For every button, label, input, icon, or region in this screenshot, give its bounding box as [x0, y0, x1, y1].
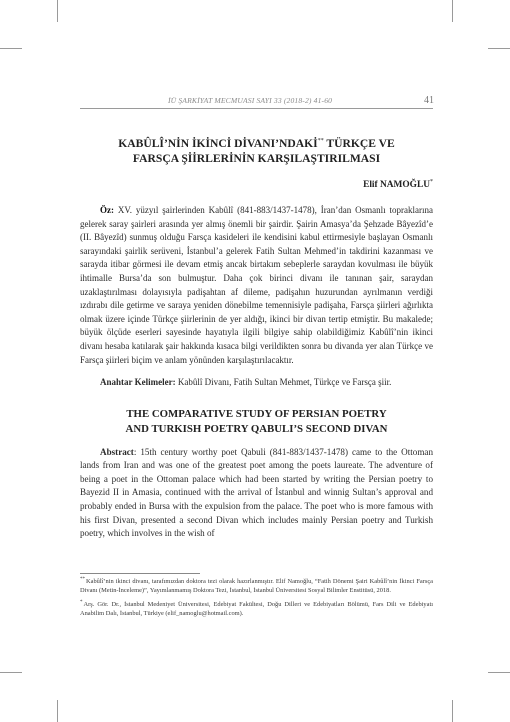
abstract-en-label: Abstract	[100, 446, 134, 457]
abstract-en-text: : 15th century worthy poet Qabuli (841-883/1437-1478) came to the Ottoman lands from Iran and was one of the greatest poet among the poets laureate. The adventure of being a poet in the Ottoman palace which had been started by writing the Persian poetry to Bayezid II in Amasia, continued with the arrival of İstanbul and winnig Sultan’s approval and probably ended in Bursa with the expulsion from the palace. The poet who is more famous with his first Divan, presented a second Divan which includes mainly Persian poetry and Turkish poetry, which involves in the wish of	[80, 446, 433, 539]
article-title	[80, 134, 433, 166]
footnote-text: Arş. Gör. Dr., İstanbul Medeniyet Üniversitesi, Edebiyat Fakültesi, Doğu Dilleri ve Edebiyatları Bölümü, Fars Dili ve Edebiyatı Anabilim Dalı, İstanbul, Türkiye (elif_namoglu@hotmail.com).	[80, 601, 433, 617]
article-body	[80, 134, 433, 550]
abstract-en	[80, 446, 433, 541]
english-title	[80, 407, 433, 437]
footnote-mark: **	[80, 577, 85, 582]
journal-name: İÜ ŞARKİYAT MECMUASI SAYI 33 (2018-2) 41-60	[168, 96, 333, 105]
footnote	[80, 576, 433, 596]
keywords-tr-text: Kabûlî Divanı, Fatih Sultan Mehmet, Türkçe ve Farsça şiir.	[177, 377, 392, 388]
author	[80, 179, 433, 190]
author-footnote-mark: *	[430, 178, 433, 185]
abstract-tr	[80, 204, 433, 367]
english-title-line-2: AND TURKISH POETRY QABULI’S SECOND DIVAN	[125, 422, 388, 435]
footnote-mark: *	[80, 599, 83, 605]
title-line-1: KABÛLÎ’NİN İKİNCİ DİVANI’NDAKİ	[118, 136, 318, 150]
keywords-tr	[80, 376, 433, 390]
title-line-1-end: TÜRKÇE VE	[323, 136, 395, 150]
keywords-tr-label: Anahtar Kelimeler:	[100, 377, 176, 388]
crop-mark	[57, 700, 58, 722]
footnote	[80, 599, 433, 619]
english-title-line-1: THE COMPARATIVE STUDY OF PERSIAN POETRY	[126, 407, 387, 420]
footnotes	[80, 576, 433, 622]
title-footnote-mark: **	[317, 138, 324, 144]
footnote-rule	[80, 573, 200, 574]
crop-mark	[488, 672, 510, 673]
author-name: Elif NAMOĞLU	[363, 179, 430, 190]
crop-mark	[57, 0, 58, 22]
crop-mark	[0, 48, 22, 49]
crop-mark	[0, 672, 22, 673]
crop-mark	[452, 700, 453, 722]
footnote-text: Kabûlî’nin ikinci divanı, tarafımızdan doktora tezi olarak hazırlanmıştır. Elif Namoğlu, “Fatih Dönemi Şairi Kabûlî’nin İkinci Farsça Divanı (Metin-İnceleme)”, Yayımlanmamış Doktora Tezi, İstanbul, İstanbul Üniversitesi Sosyal Bilimler Enstitüsü, 2018.	[80, 578, 433, 595]
page-number: 41	[424, 95, 434, 106]
header-rule	[80, 108, 433, 109]
crop-mark	[452, 0, 453, 22]
abstract-tr-text: XV. yüzyıl şairlerinden Kabûlî (841-883/1437-1478), İran’dan Osmanlı topraklarına gelerek saray şairleri arasında yer almış önemli bir şairdir. Şairin Amasya’da Şehzade Bâyezîd’e (II. Bâyezîd) sunmuş olduğu Farsça kasideleri ile kendisini kabul ettirmesiyle başlayan Osmanlı sarayındaki şairlik serüveni, İstanbul’a gelerek Fatih Sultan Mehmed’in takdirini kazanması ve sarayda itibar görmesi ile devam etmiş ancak birtakım sebeplerle saraydan kovulması ile büyük ihtimalle Bursa’da son bulmuştur. Daha çok birinci divanı ile tanınan şair, saraydan uzaklaştırılması dolayısıyla padişahtan af dileme, padişahın huzurundan ayrılmanın verdiği ızdırabı dile getirme ve saraya yeniden dönebilme temennisiyle padişaha, Farsça şiirleri ağırlıkta olmak üzere içinde Türkçe şiirlerinin de yer aldığı, ikinci bir divan tertip etmiştir. Bu makalede; büyük ölçüde eserleri sayesinde hayatıyla ilgili bilgiye sahip olabildiğimiz Kabûlî’nin ikinci divanı hesaba katılarak şair hakkında kısaca bilgi verildikten sonra bu divanda yer alan Türkçe ve Farsça şiirleri biçim ve anlam yönünden karşılaştırılacaktır.	[80, 204, 433, 365]
title-line-2: FARSÇA ŞİİRLERİNİN KARŞILAŞTIRILMASI	[132, 151, 381, 165]
abstract-tr-label: Öz:	[100, 204, 114, 215]
crop-mark	[488, 48, 510, 49]
